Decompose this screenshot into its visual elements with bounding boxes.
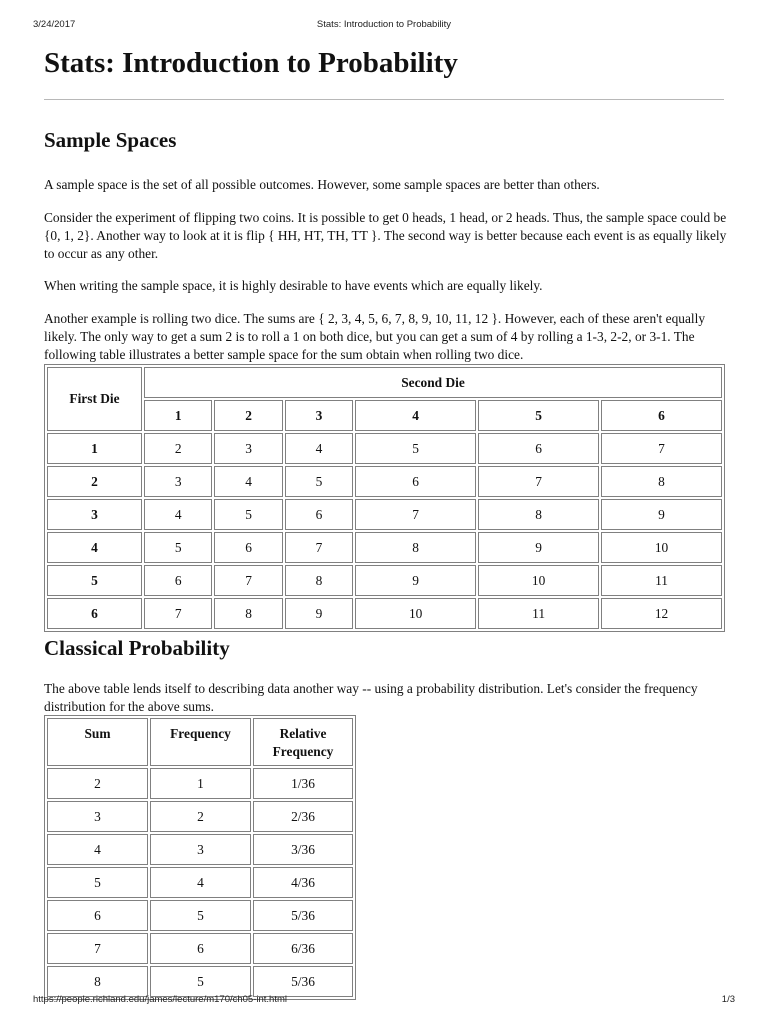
second-die-value-header: 5 (478, 400, 599, 431)
table-cell: 3 (47, 801, 148, 832)
table-cell: 7 (285, 532, 353, 563)
table-cell: 3 (144, 466, 212, 497)
table-cell: 7 (47, 933, 148, 964)
table-row (47, 834, 353, 865)
table-cell: 6 (478, 433, 599, 464)
table-header-row (47, 400, 722, 431)
print-title: Stats: Introduction to Probability (316, 19, 452, 30)
table-cell: 6 (47, 900, 148, 931)
table-cell: 11 (478, 598, 599, 629)
table-cell: 5 (355, 433, 476, 464)
table-cell: 2 (150, 801, 251, 832)
print-header (33, 19, 735, 31)
table-cell: 8 (478, 499, 599, 530)
table-cell: 5 (144, 532, 212, 563)
table-cell: 6 (214, 532, 282, 563)
table-row (47, 867, 353, 898)
table-cell: 6 (355, 466, 476, 497)
table-cell: 5/36 (253, 900, 353, 931)
table-cell: 7 (214, 565, 282, 596)
table-cell: 12 (601, 598, 722, 629)
column-header: Sum (47, 718, 148, 766)
paragraph-sample-space-definition: A sample space is the set of all possible outcomes. However, some sample spaces are better than others. (44, 177, 600, 192)
table-cell: 7 (355, 499, 476, 530)
dice-sum-table (44, 364, 725, 632)
table-row (47, 900, 353, 931)
table-cell: 5 (150, 966, 251, 997)
first-die-value-header: 4 (47, 532, 142, 563)
second-die-value-header: 2 (214, 400, 282, 431)
table-cell: 8 (214, 598, 282, 629)
table-row (47, 499, 722, 530)
second-die-value-header: 4 (355, 400, 476, 431)
table-cell: 7 (478, 466, 599, 497)
frequency-distribution-table (44, 715, 356, 1000)
table-cell: 9 (285, 598, 353, 629)
table-cell: 4 (47, 834, 148, 865)
table-cell: 5 (285, 466, 353, 497)
table-row (47, 768, 353, 799)
first-die-value-header: 2 (47, 466, 142, 497)
paragraph-dice-example: Another example is rolling two dice. The sums are { 2, 3, 4, 5, 6, 7, 8, 9, 10, 11, 12 }. However, each of these aren't equally likely. The only way to get a sum 2 is to roll a 1 on both dice, but you can get a sum of 4 by rolling a 1-3, 2-2, or 3-1. The following table illustrates a better sample space for the sum obtain when rolling two dice. (44, 311, 706, 362)
table-cell: 2 (144, 433, 212, 464)
table-cell: 4 (214, 466, 282, 497)
table-cell: 10 (478, 565, 599, 596)
table-cell: 8 (285, 565, 353, 596)
first-die-value-header: 3 (47, 499, 142, 530)
print-url: https://people.richland.edu/james/lecture/m170/ch05-int.html (33, 994, 287, 1005)
table-cell: 7 (601, 433, 722, 464)
table-cell: 3 (150, 834, 251, 865)
table-cell: 2/36 (253, 801, 353, 832)
table-cell: 9 (478, 532, 599, 563)
first-die-value-header: 1 (47, 433, 142, 464)
print-date: 3/24/2017 (33, 19, 76, 30)
table-row (47, 565, 722, 596)
table-cell: 8 (355, 532, 476, 563)
paragraph-equally-likely: When writing the sample space, it is highly desirable to have events which are equally likely. (44, 278, 543, 293)
table-cell: 7 (144, 598, 212, 629)
table-row (47, 433, 722, 464)
column-header: Relative Frequency (253, 718, 353, 766)
table-cell: 5/36 (253, 966, 353, 997)
table-cell: 10 (355, 598, 476, 629)
paragraph-coins-example: Consider the experiment of flipping two coins. It is possible to get 0 heads, 1 head, or 2 heads. Thus, the sample space could be {0, 1, 2}. Another way to look at it is flip { HH, HT, TH, TT }. The second way is better because each event is as equally likely to occur as any other. (44, 210, 727, 261)
table-cell: 4 (285, 433, 353, 464)
table-cell: 9 (601, 499, 722, 530)
table-header-row (47, 718, 353, 766)
second-die-value-header: 1 (144, 400, 212, 431)
table-cell: 4/36 (253, 867, 353, 898)
first-die-value-header: 6 (47, 598, 142, 629)
table-cell: 9 (355, 565, 476, 596)
table-cell: 3/36 (253, 834, 353, 865)
section-heading-sample-spaces: Sample Spaces (44, 128, 177, 152)
print-footer (33, 994, 735, 1005)
table-cell: 6 (144, 565, 212, 596)
table-cell: 8 (601, 466, 722, 497)
table-cell: 5 (214, 499, 282, 530)
table-row (47, 532, 722, 563)
table-cell: 6 (285, 499, 353, 530)
divider (44, 99, 724, 100)
table-row (47, 598, 722, 629)
table-cell: 8 (47, 966, 148, 997)
table-row (47, 466, 722, 497)
section-heading-classical-probability: Classical Probability (44, 636, 230, 660)
table-cell: 1 (150, 768, 251, 799)
first-die-header: First Die (47, 367, 142, 431)
table-cell: 11 (601, 565, 722, 596)
table-row (47, 933, 353, 964)
second-die-value-header: 3 (285, 400, 353, 431)
table-cell: 2 (47, 768, 148, 799)
table-cell: 6/36 (253, 933, 353, 964)
table-cell: 3 (214, 433, 282, 464)
second-die-header: Second Die (144, 367, 722, 398)
table-row (47, 801, 353, 832)
table-cell: 10 (601, 532, 722, 563)
second-die-value-header: 6 (601, 400, 722, 431)
page-number: 1/3 (721, 994, 735, 1005)
table-cell: 6 (150, 933, 251, 964)
table-row (47, 966, 353, 997)
table-cell: 4 (150, 867, 251, 898)
table-cell: 5 (47, 867, 148, 898)
table-cell: 5 (150, 900, 251, 931)
first-die-value-header: 5 (47, 565, 142, 596)
page-title: Stats: Introduction to Probability (44, 47, 458, 79)
column-header: Frequency (150, 718, 251, 766)
table-header-row (47, 367, 722, 398)
table-cell: 4 (144, 499, 212, 530)
table-cell: 1/36 (253, 768, 353, 799)
paragraph-frequency-intro: The above table lends itself to describing data another way -- using a probability distribution. Let's consider the frequency distribution for the above sums. (44, 681, 698, 714)
